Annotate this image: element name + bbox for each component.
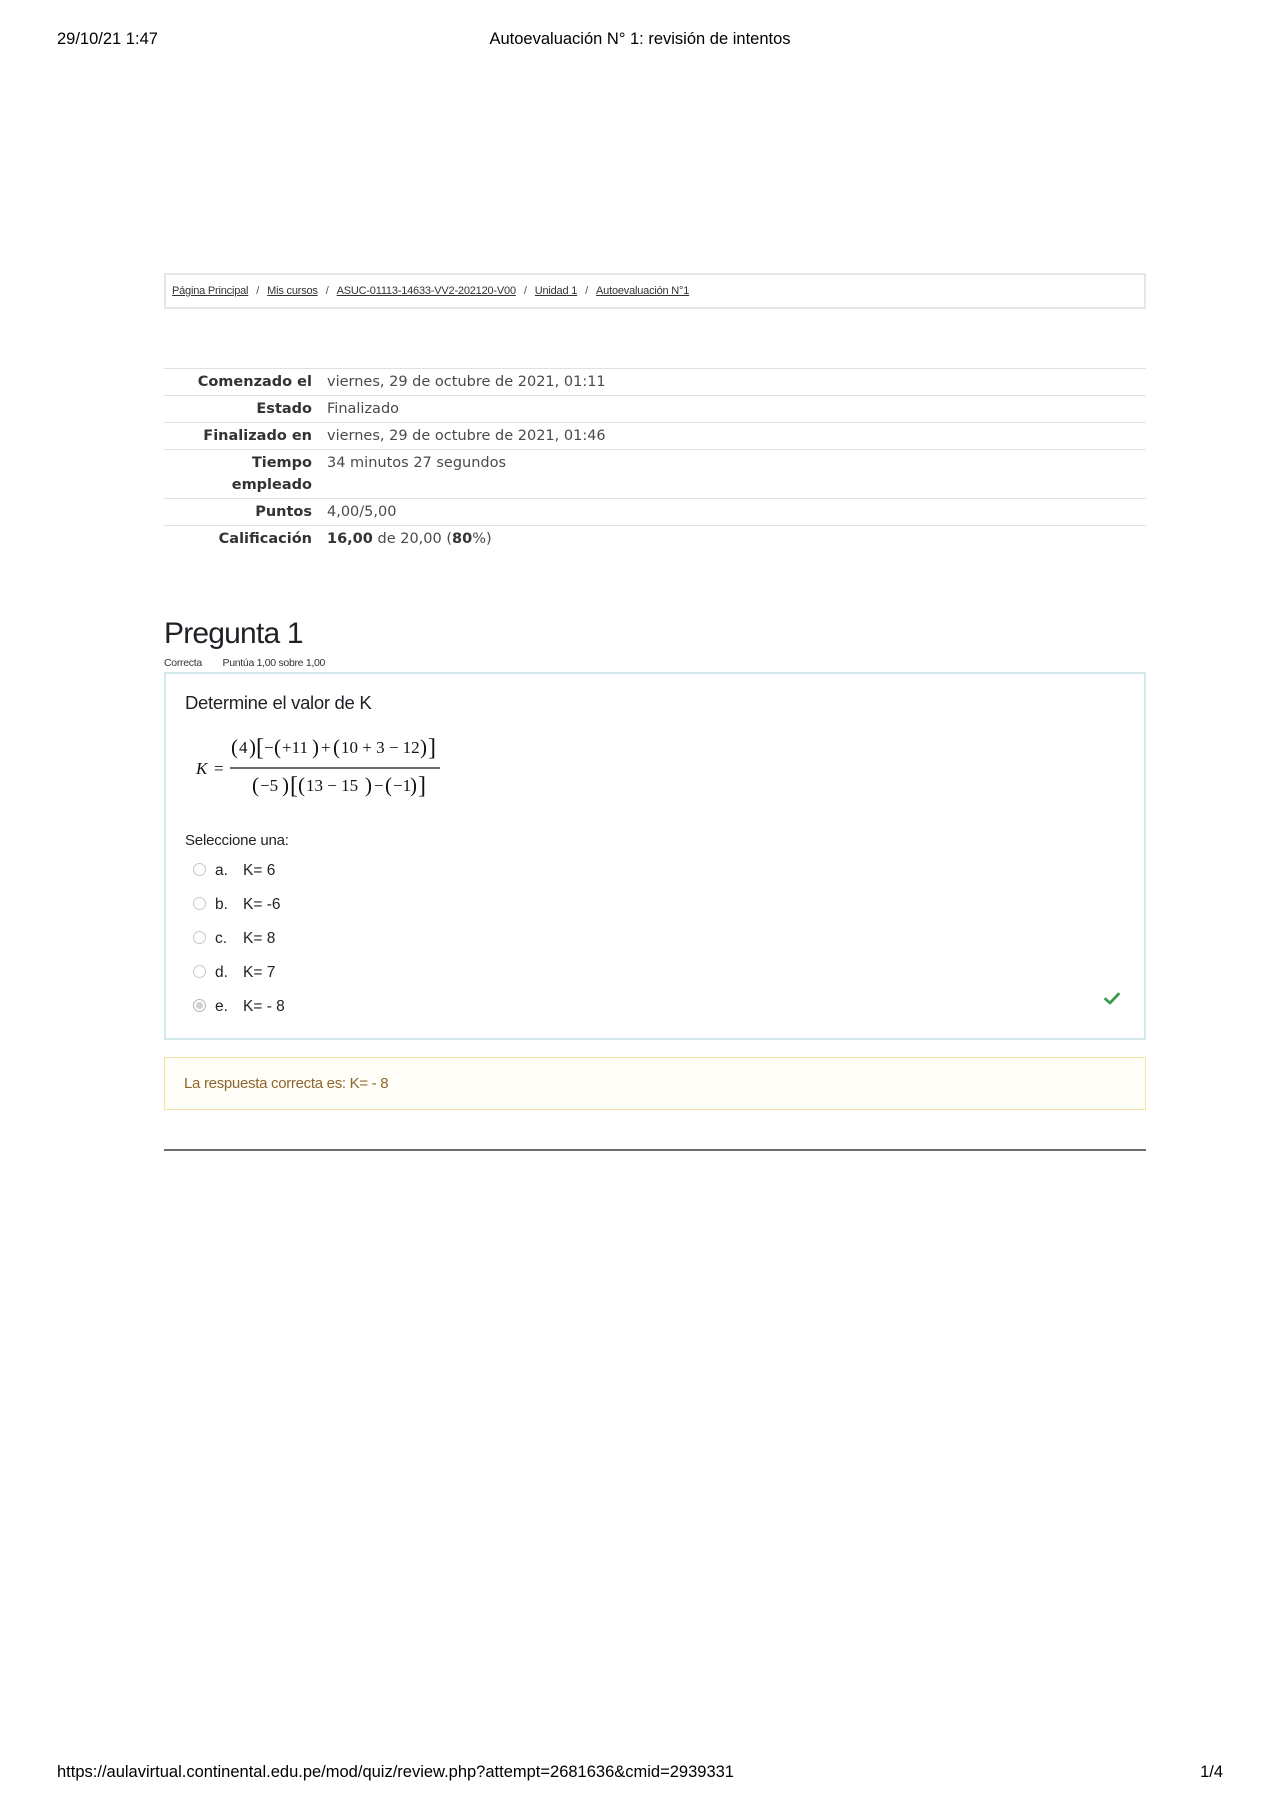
option-letter: b. (215, 896, 228, 913)
summary-label (164, 450, 327, 499)
question-meta (164, 657, 325, 669)
formula-lhs: K (196, 759, 208, 778)
option-text: K= -6 (243, 896, 281, 913)
breadcrumb-course[interactable]: ASUC-01113-14633-VV2-202120-V00 (336, 285, 516, 297)
breadcrumb-separator: / (523, 285, 527, 297)
summary-value: 4,00/5,00 (327, 504, 397, 520)
formula-num-inner: 10 + 3 − 12 (341, 738, 420, 757)
formula-paren: ) (365, 773, 372, 797)
formula-num-minus: − (264, 738, 274, 757)
grade-of: de 20,00 ( (377, 531, 452, 547)
question-title: Pregunta 1 (164, 617, 303, 650)
select-one-label: Seleccione una: (185, 832, 289, 849)
answer-option-a[interactable] (193, 856, 493, 886)
summary-label-line: empleado (231, 477, 312, 493)
print-page-number: 1/4 (1200, 1763, 1223, 1781)
option-text: K= - 8 (243, 998, 285, 1015)
print-footer (57, 1763, 1223, 1787)
summary-value (327, 526, 1146, 553)
print-header (57, 30, 1223, 54)
formula-bracket: [ (290, 773, 298, 799)
radio-button[interactable] (193, 897, 206, 910)
formula-bracket: ] (428, 735, 436, 761)
formula-den-inner1: 13 − 15 (306, 776, 359, 795)
formula-paren: ) (249, 735, 256, 759)
breadcrumb (164, 273, 1146, 309)
formula-num-plus11: +11 (282, 738, 308, 757)
formula-den-minus: − (374, 776, 384, 795)
formula-paren: ( (298, 773, 305, 797)
summary-row-started (164, 369, 1146, 396)
option-letter: c. (215, 930, 228, 947)
summary-label: Finalizado en (203, 428, 312, 444)
formula-num-plus: + (321, 738, 331, 757)
print-title: Autoevaluación N° 1: revisión de intentos (489, 30, 791, 48)
answer-option-d[interactable] (193, 958, 493, 988)
formula-paren: ) (282, 773, 289, 797)
option-letter: d. (215, 964, 228, 981)
correct-check-icon (1104, 992, 1120, 1005)
radio-button[interactable] (193, 863, 206, 876)
formula-paren: ( (274, 735, 281, 759)
breadcrumb-separator: / (325, 285, 329, 297)
print-date: 29/10/21 1:47 (57, 30, 158, 48)
summary-label: Comenzado el (197, 374, 312, 390)
summary-value: viernes, 29 de octubre de 2021, 01:11 (327, 374, 606, 390)
grade-percent: 80 (452, 531, 473, 547)
summary-row-points (164, 499, 1146, 526)
formula-paren: ) (312, 735, 319, 759)
summary-row-finished (164, 423, 1146, 450)
radio-button[interactable] (193, 931, 206, 944)
question-text: Determine el valor de K (185, 692, 372, 713)
formula-paren: ( (385, 773, 392, 797)
formula-paren: ( (333, 735, 340, 759)
option-text: K= 7 (243, 964, 276, 981)
attempt-summary-table (164, 368, 1146, 552)
option-text: K= 6 (243, 862, 276, 879)
breadcrumb-my-courses[interactable]: Mis cursos (267, 285, 318, 297)
answer-option-b[interactable] (193, 890, 493, 920)
breadcrumb-unit[interactable]: Unidad 1 (534, 285, 578, 297)
formula-image (194, 729, 454, 809)
summary-value: viernes, 29 de octubre de 2021, 01:46 (327, 428, 606, 444)
formula-den-minus5: −5 (260, 776, 279, 795)
question-status: Correcta (164, 657, 202, 669)
summary-label: Puntos (255, 504, 312, 520)
radio-button[interactable] (193, 965, 206, 978)
formula-eq: = (214, 759, 224, 778)
summary-value: 34 minutos 27 segundos (327, 455, 507, 471)
breadcrumb-separator: / (585, 285, 589, 297)
formula-paren: ) (410, 773, 417, 797)
option-letter: e. (215, 998, 228, 1015)
summary-value: Finalizado (327, 401, 400, 417)
question-box (164, 672, 1146, 1040)
summary-row-time (164, 450, 1146, 499)
formula-paren: ( (231, 735, 238, 759)
formula-bracket: [ (256, 735, 264, 761)
formula-bracket: ] (418, 773, 426, 799)
correct-answer-feedback: La respuesta correcta es: K= - 8 (164, 1057, 1146, 1110)
summary-row-grade (164, 526, 1146, 553)
question-points: Puntúa 1,00 sobre 1,00 (222, 657, 326, 669)
radio-button-selected[interactable] (193, 999, 206, 1012)
breadcrumb-separator: / (256, 285, 260, 297)
grade-close: %) (472, 531, 492, 547)
section-divider (164, 1149, 1146, 1151)
print-url: https://aulavirtual.continental.edu.pe/mod/quiz/review.php?attempt=2681636&cmid=2939331 (57, 1763, 734, 1781)
option-letter: a. (215, 862, 228, 879)
option-text: K= 8 (243, 930, 276, 947)
formula-num-4: 4 (239, 738, 248, 757)
answer-option-c[interactable] (193, 924, 493, 954)
breadcrumb-home[interactable]: Página Principal (172, 285, 249, 297)
summary-label-line: Tiempo (251, 455, 312, 471)
breadcrumb-quiz[interactable]: Autoevaluación N°1 (596, 285, 690, 297)
grade-score: 16,00 (327, 531, 373, 547)
summary-label: Calificación (218, 531, 312, 547)
summary-row-state (164, 396, 1146, 423)
summary-label: Estado (256, 401, 312, 417)
formula-den-minus1: −1 (393, 776, 412, 795)
formula-paren: ( (252, 773, 259, 797)
formula-paren: ) (420, 735, 427, 759)
answer-option-e[interactable] (193, 992, 493, 1022)
